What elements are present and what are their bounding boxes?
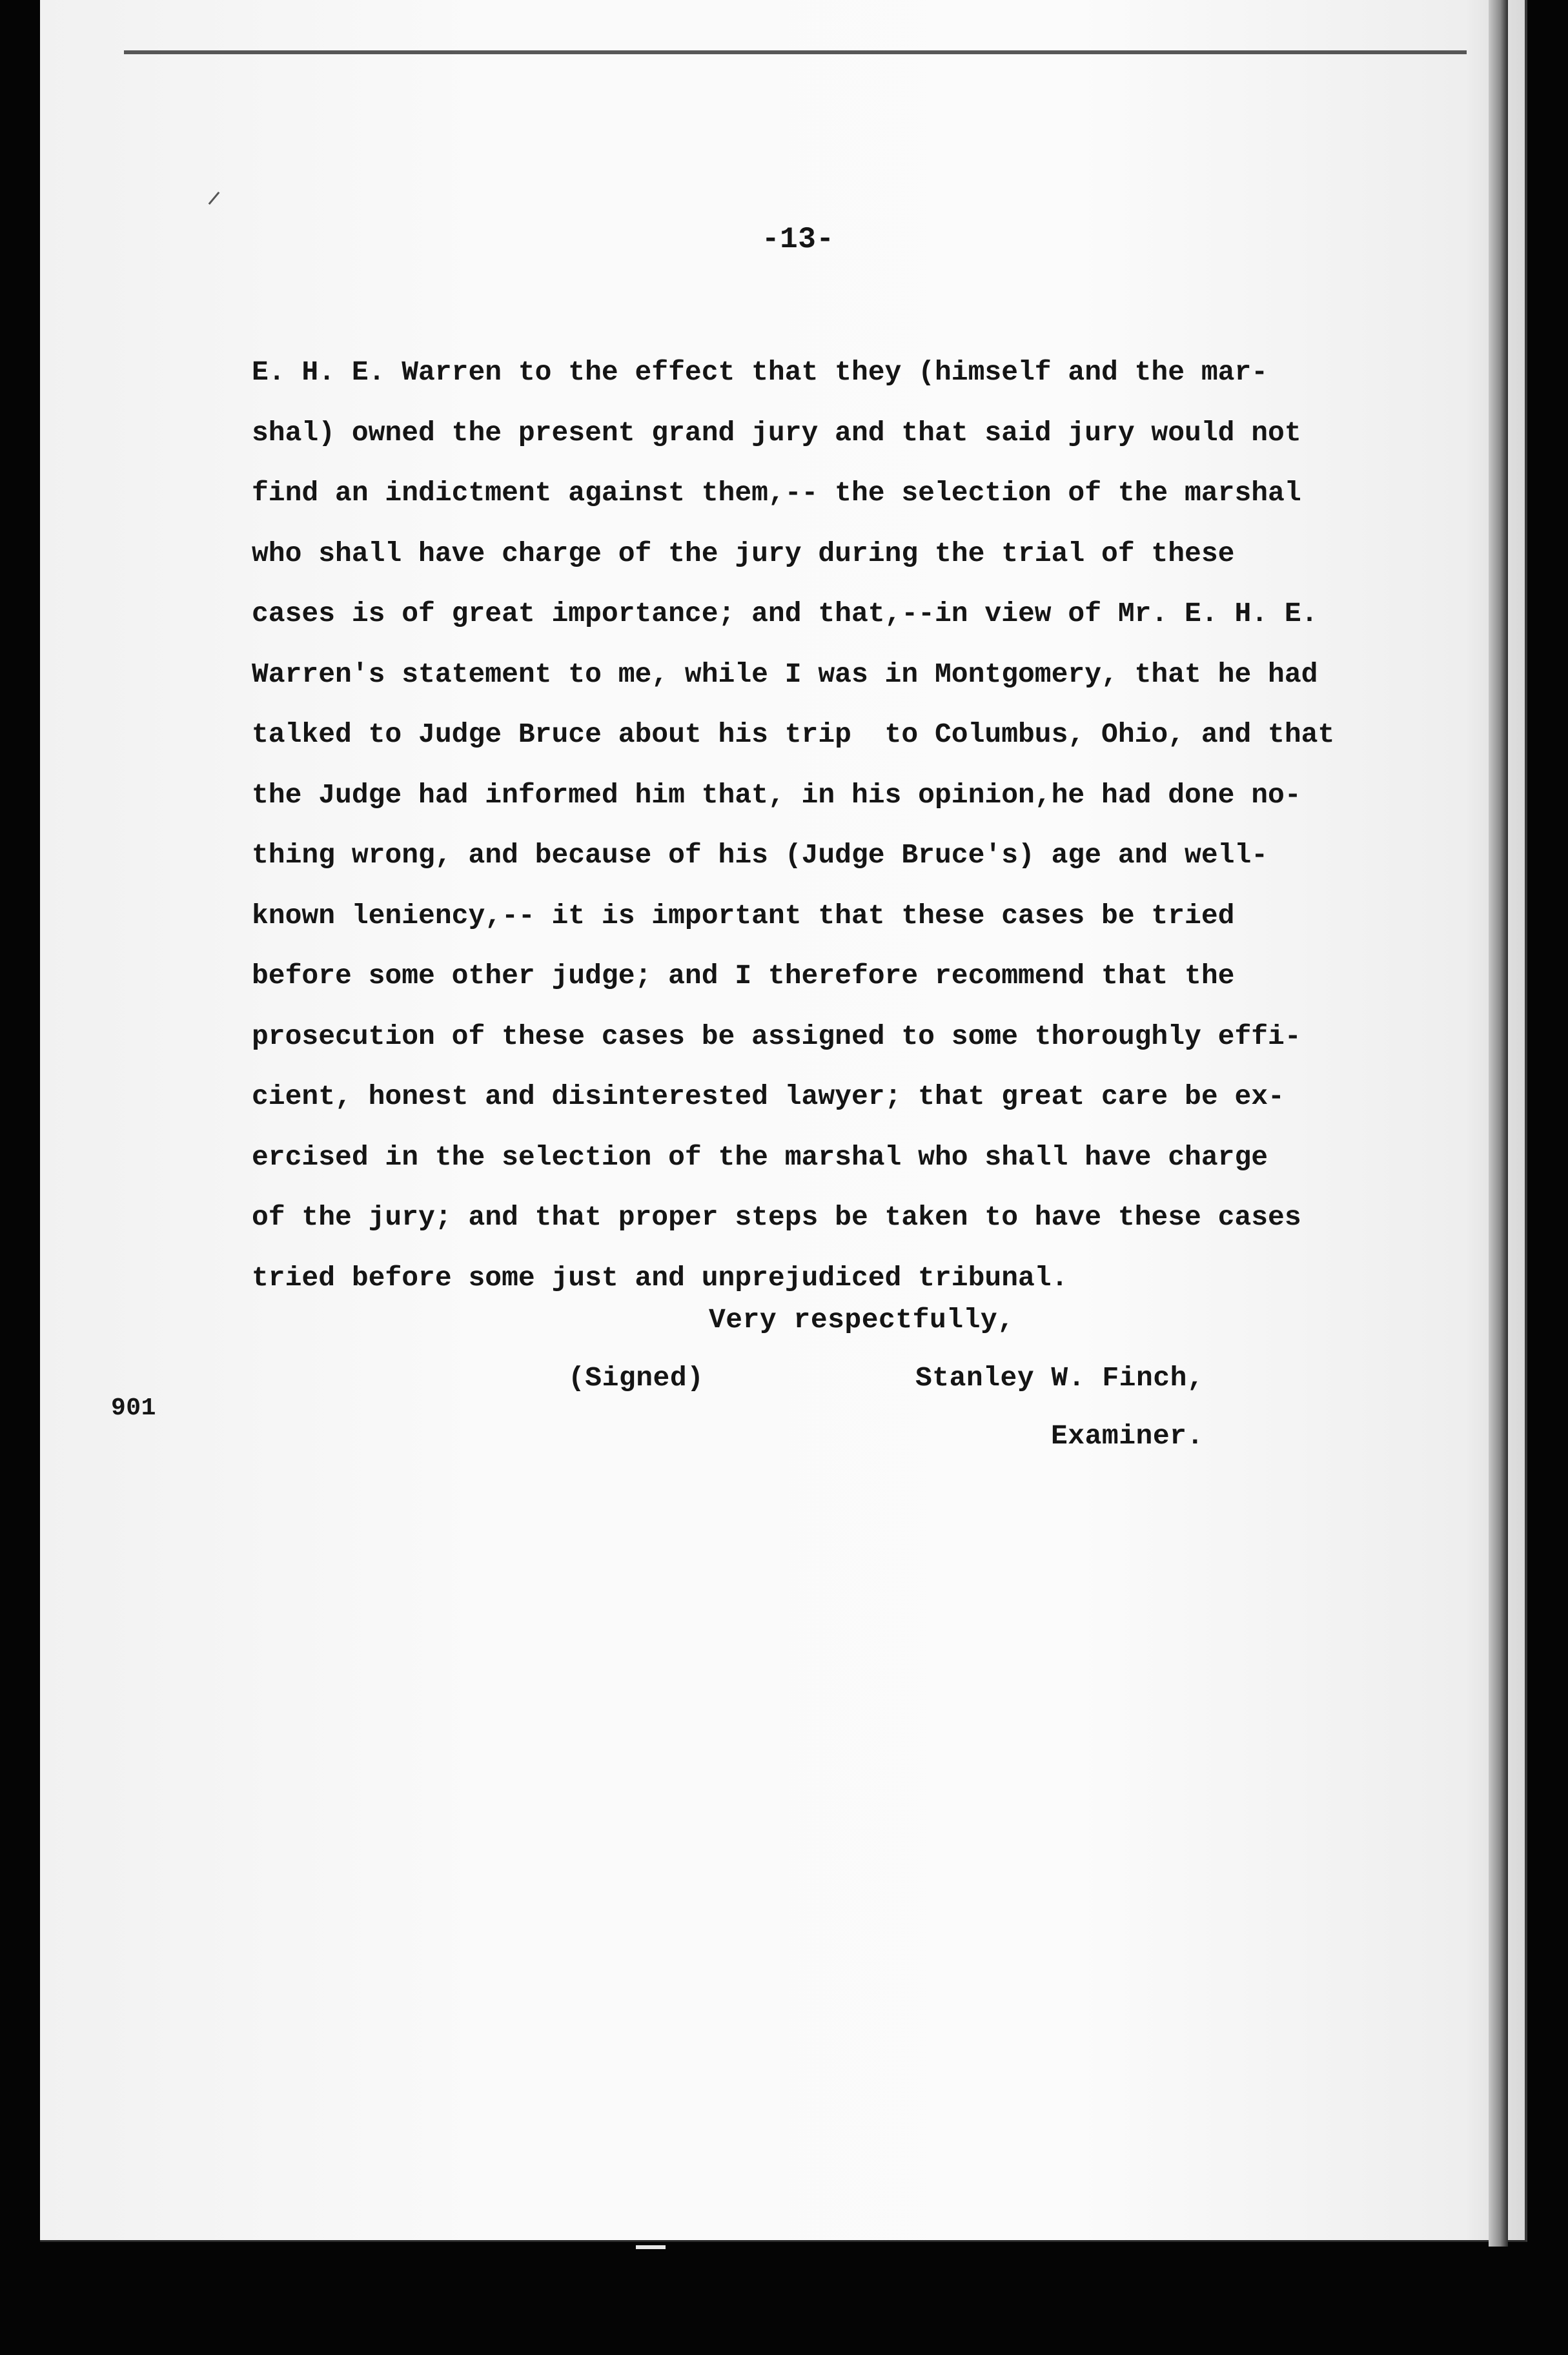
body-line: Warren's statement to me, while I was in Montgomery, that he had [252,658,1318,690]
body-line: shal) owned the present grand jury and that said jury would not [252,416,1301,449]
body-line: E. H. E. Warren to the effect that they (himself and the mar- [252,356,1268,388]
body-line: before some other judge; and I therefore recommend that the [252,960,1235,992]
body-line: prosecution of these cases be assigned to some thoroughly effi- [252,1020,1301,1052]
body-line: who shall have charge of the jury during the trial of these [252,537,1235,569]
body-line: the Judge had informed him that, in his opinion,he had done no- [252,779,1301,811]
bottom-edge-mark [636,2245,666,2249]
body-line: of the jury; and that proper steps be taken to have these cases [252,1201,1301,1233]
body-line: talked to Judge Bruce about his trip to Columbus, Ohio, and that [252,719,1335,750]
body-line: thing wrong, and because of his (Judge Bruce's) age and well- [252,839,1268,871]
signer-title: Examiner. [1051,1420,1204,1452]
letter-body [252,342,1401,1308]
page-top-edge [124,50,1467,54]
closing-salutation: Very respectfully, [709,1304,1015,1336]
body-line: cient, honest and disinterested lawyer; that great care be ex- [252,1081,1285,1112]
signed-label: (Signed) [568,1362,704,1394]
body-line: find an indictment against them,-- the selection of the marshal [252,477,1301,509]
body-line: known leniency,-- it is important that these cases be tried [252,899,1235,932]
page-number: -13- [762,223,835,256]
body-line: tried before some just and unprejudiced tribunal. [252,1261,1068,1294]
signer-name: Stanley W. Finch, [915,1362,1205,1394]
margin-number: 901 [111,1394,156,1422]
body-line: ercised in the selection of the marshal who shall have charge [252,1141,1268,1173]
body-line: cases is of great importance; and that,--in view of Mr. E. H. E. [252,598,1318,629]
page-right-edge [1489,0,1508,2247]
